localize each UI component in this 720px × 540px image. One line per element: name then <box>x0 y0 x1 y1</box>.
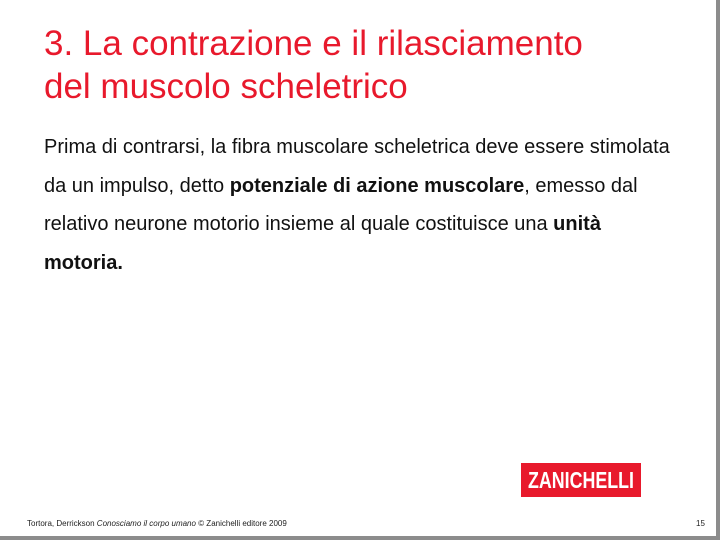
footer-publisher: © Zanichelli editore 2009 <box>195 519 287 528</box>
title-line-2: del muscolo scheletrico <box>44 67 408 106</box>
zanichelli-logo <box>521 463 641 497</box>
paragraph-text-2: , emesso dal relativo neurone motorio insieme al quale costituisce una <box>44 174 638 235</box>
term-unita-motoria: unità motoria. <box>44 213 601 274</box>
footer-authors: Tortora, Derrickson <box>27 519 97 528</box>
paragraph-text-1: Prima di contrarsi, la fibra muscolare scheletrica deve essere stimolata da un impulso, detto <box>44 136 670 197</box>
footer-book-title: Conosciamo il corpo umano <box>96 519 196 528</box>
term-potenziale-azione: potenziale di azione muscolare <box>229 174 525 197</box>
slide-title <box>44 22 694 108</box>
body-paragraph <box>44 128 684 282</box>
footer-credit <box>27 519 287 528</box>
logo-text: ZANICHELLI <box>528 467 634 493</box>
title-line-1: 3. La contrazione e il rilasciamento <box>44 24 583 63</box>
page-number: 15 <box>696 519 705 528</box>
